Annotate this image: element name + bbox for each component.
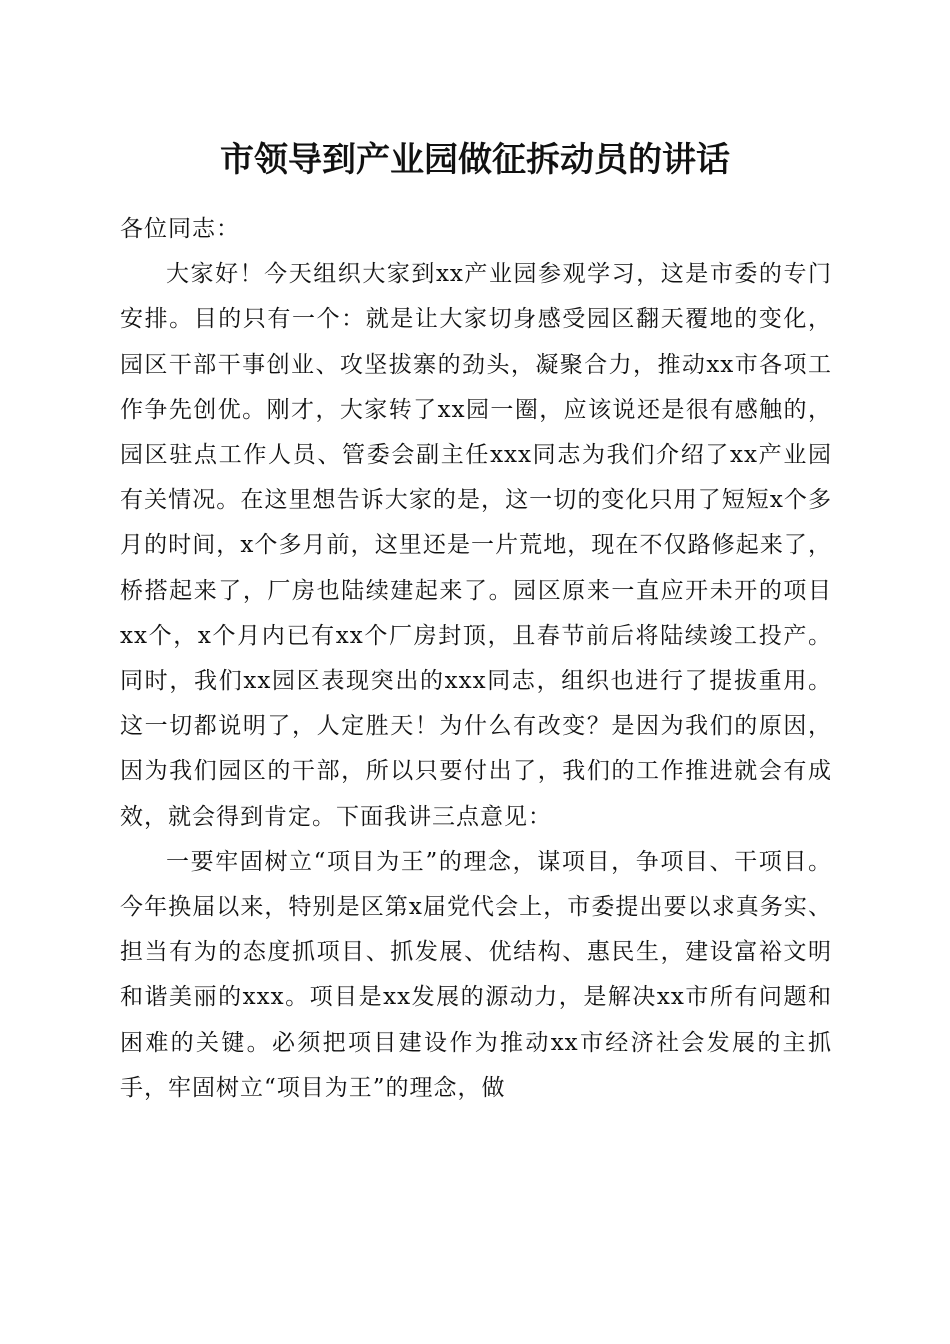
salutation: 各位同志： [120, 216, 240, 242]
document-body [120, 207, 832, 1111]
paragraph-intro: 大家好！今天组织大家到xx产业园参观学习，这是市委的专门安排。目的只有一个：就是让大家切身感受园区翻天覆地的变化，园区干部干事创业、攻坚拔寨的劲头，凝聚合力，推动xx市各项工作争先创优。刚才，大家转了xx园一圈，应该说还是很有感触的，园区驻点工作人员、管委会副主任xxx同志为我们介绍了xx产业园有关情况。在这里想告诉大家的是，这一切的变化只用了短短x个多月的时间，x个多月前，这里还是一片荒地，现在不仅路修起来了，桥搭起来了，厂房也陆续建起来了。园区原来一直应开未开的项目xx个，x个月内已有xx个厂房封顶，且春节前后将陆续竣工投产。同时，我们xx园区表现突出的xxx同志，组织也进行了提拔重用。这一切都说明了，人定胜天！为什么有改变？是因为我们的原因，因为我们园区的干部，所以只要付出了，我们的工作推进就会有成效，就会得到肯定。下面我讲三点意见： [120, 261, 832, 830]
document-title: 市领导到产业园做征拆动员的讲话 [220, 140, 730, 180]
paragraph-point-one: 一要牢固树立“项目为王”的理念，谋项目，争项目、干项目。今年换届以来，特别是区第x届党代会上，市委提出要以求真务实、担当有为的态度抓项目、抓发展、优结构、惠民生，建设富裕文明和谐美丽的xxx。项目是xx发展的源动力，是解决xx市所有问题和困难的关键。必须把项目建设作为推动xx市经济社会发展的主抓手，牢固树立“项目为王”的理念，做 [120, 848, 832, 1101]
